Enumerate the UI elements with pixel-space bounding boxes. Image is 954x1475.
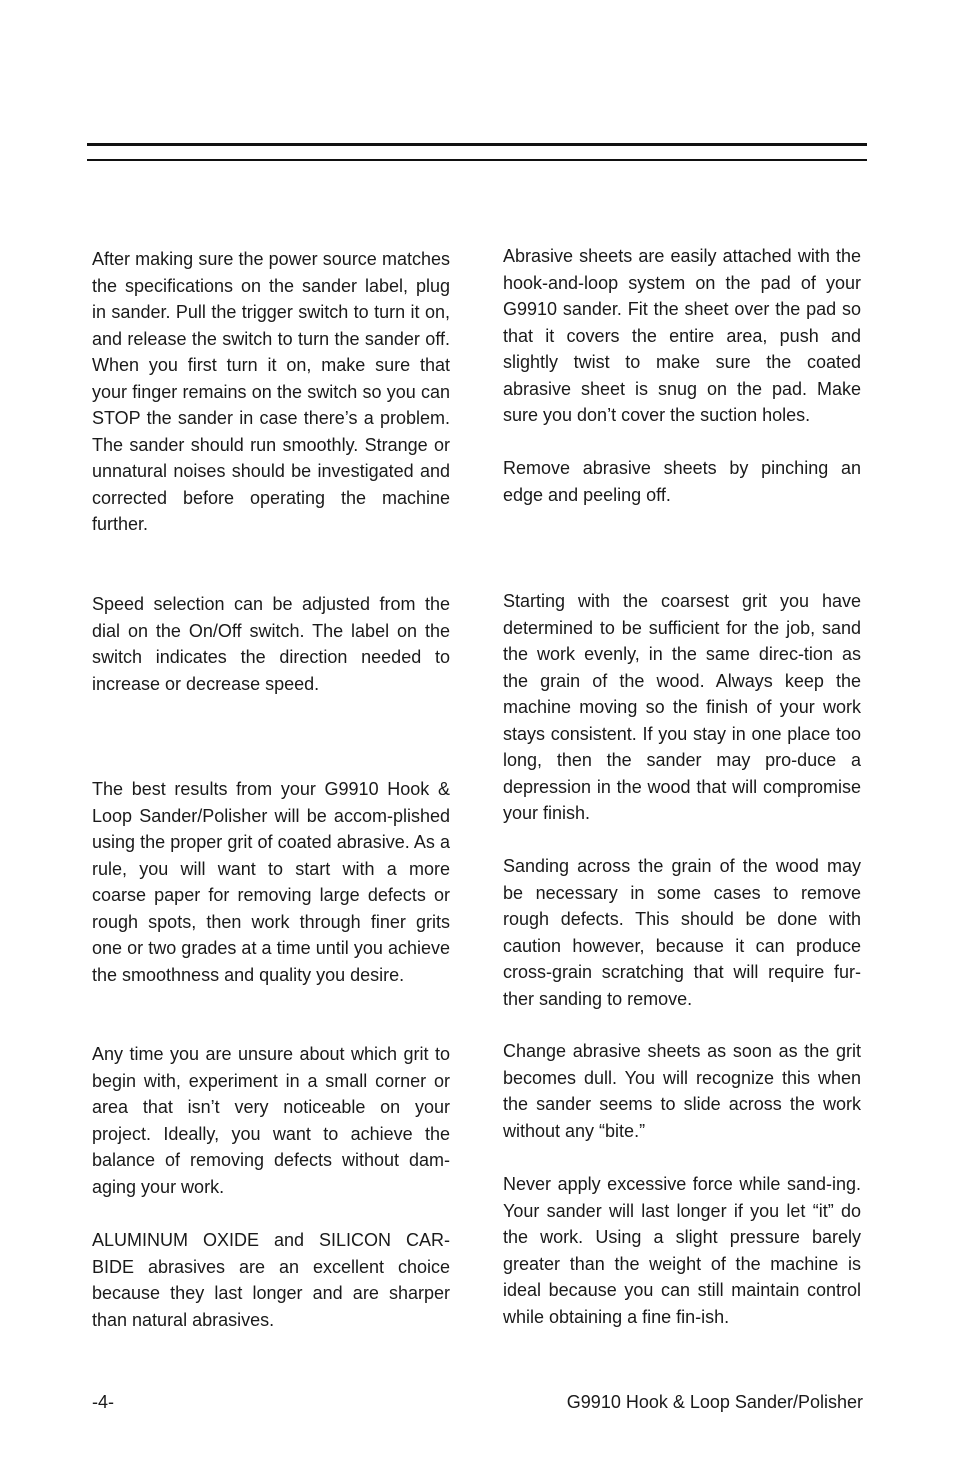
paragraph-text: Never apply excessive force while sand-ing. Your sander will last longer if you let “it” do the work. Using a slight pressure barely greater than the weight of the machine is ideal because you can still maintain control while obtaining a fine fin-ish. <box>503 1174 861 1327</box>
left-paragraph-speed-selection <box>92 591 450 697</box>
left-paragraph-power-on <box>92 246 450 538</box>
right-paragraph-attach-sheets <box>503 243 861 429</box>
paragraph-text: Any time you are unsure about which grit to begin with, experiment in a small corner or area that isn’t very noticeable on your project. Ideally, you want to achieve the balance of removing defects without dam-aging your work. <box>92 1044 450 1197</box>
paragraph-text: After making sure the power source matches the specifications on the sander label, plug in sander. Pull the trigger switch to turn it on, and release the switch to turn the sander off. When you first turn it on, make sure that your finger remains on the switch so you can STOP the sander in case there’s a problem. The sander should run smoothly. Strange or unnatural noises should be investigated and corrected before operating the machine further. <box>92 249 450 534</box>
paragraph-text: The best results from your G9910 Hook & Loop Sander/Polisher will be accom-plished using the proper grit of coated abrasive. As a rule, you will want to start with a more coarse paper for removing large defects or rough spots, then work through finer grits one or two grades at a time until you achieve the smoothness and quality you desire. <box>92 779 450 985</box>
paragraph-text: Speed selection can be adjusted from the dial on the On/Off switch. The label on the switch indicates the direction needed to increase or decrease speed. <box>92 594 450 694</box>
left-paragraph-abrasive-types <box>92 1227 450 1333</box>
paragraph-text: Starting with the coarsest grit you have determined to be sufficient for the job, sand the work evenly, in the same direc-tion as the grain of the wood. Always keep the machine moving so the finish of your work stays consistent. If you stay in one place too long, then the sander may pro-duce a depression in the wood that will compromise your finish. <box>503 591 861 823</box>
right-paragraph-change-sheets <box>503 1038 861 1144</box>
left-paragraph-grit-selection <box>92 776 450 988</box>
paragraph-text: Sanding across the grain of the wood may be necessary in some cases to remove rough defects. This should be done with caution however, because it can produce cross-grain scratching that will require fur-ther sanding to remove. <box>503 856 861 1009</box>
right-paragraph-cross-grain <box>503 853 861 1012</box>
header-rule-top <box>87 143 867 146</box>
left-paragraph-test-corner <box>92 1041 450 1200</box>
right-paragraph-excessive-force <box>503 1171 861 1330</box>
paragraph-text: ALUMINUM OXIDE and SILICON CAR-BIDE abrasives are an excellent choice because they last longer and are sharper than natural abrasives. <box>92 1230 450 1330</box>
right-paragraph-remove-sheets <box>503 455 861 508</box>
page-number: -4- <box>92 1392 114 1412</box>
paragraph-text: Abrasive sheets are easily attached with the hook-and-loop system on the pad of your G9910 sander. Fit the sheet over the pad so that it covers the entire area, push and slightly twist to make sure the coated abrasive sheet is snug on the pad. Make sure you don’t cover the suction holes. <box>503 246 861 425</box>
footer-product-title: G9910 Hook & Loop Sander/Polisher <box>566 1392 863 1412</box>
header-rule-bottom <box>87 159 867 161</box>
right-paragraph-sanding-technique <box>503 588 861 827</box>
paragraph-text: Change abrasive sheets as soon as the grit becomes dull. You will recognize this when the sander seems to slide across the work without any “bite.” <box>503 1041 861 1141</box>
paragraph-text: Remove abrasive sheets by pinching an edge and peeling off. <box>503 458 861 505</box>
